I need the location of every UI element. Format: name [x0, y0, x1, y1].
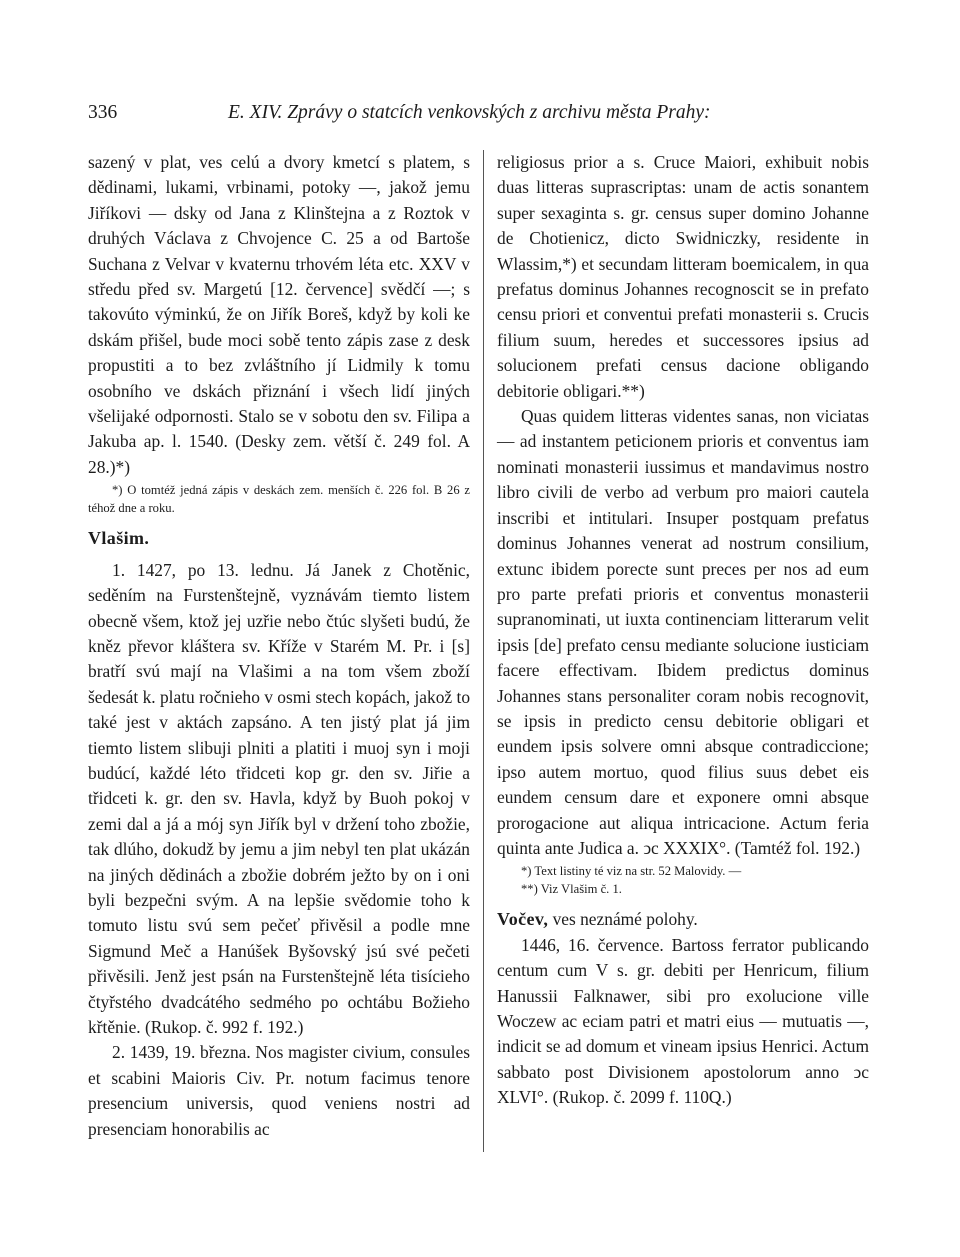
- running-title: E. XIV. Zprávy o statcích venkovských z archivu města Prahy:: [228, 102, 711, 123]
- right-paragraph-3: 1446, 16. července. Bartoss ferrator publicando centum cum V s. gr. debiti per Henricum, filium Hanussii Falknawer, sibi pro exolucione ville Woczew ac eciam patri et matri eius — mutuatis —, indicit se ad domum et vineam ipsius Henrici. Actum sabbato post Divisionem apostolorum anno ↄc XLVI°. (Rukop. č. 2099 f. 110Q.): [497, 934, 869, 1108]
- right-paragraph-1: religiosus prior a s. Cruce Maiori, exhibuit nobis duas litteras suprascriptas: unam de actis sonantem super sexaginta s. gr. census super domino Johanne de Chotienicz, dicto Swidniczky, residente in Wlassim,*) et secundam litteram boemicalem, in qua prefatus dominus Johannes recognoscit se in prefato censu priori et conventui prefati monasterii s. Crucis filium suum, heredes et successores ipsius ad solucionem prefati census dacione obligando debitorie obligari.**): [497, 152, 869, 401]
- left-footnote: *) O tomtéž jedná zápis v deskách zem. menších č. 226 fol. B 26 z téhož dne a roku.: [88, 483, 470, 516]
- right-footnotes: [497, 862, 869, 898]
- column-divider: [483, 150, 484, 1152]
- left-footnote-block: [88, 481, 470, 517]
- section-heading-vlasim: Vlašim.: [88, 528, 150, 549]
- left-paragraph-1: sazený v plat, ves celú a dvory kmetcí s platem, s dědinami, lukami, vrbinami, potoky —, jakož jemu Jiříkovi — dsky od Jana z Klinštejna a z Roztok v druhých Václava z Chvojence C. 25 a od Bartoše Suchana z Velvar v kvaternu trhovém léta etc. XXV v středu před sv. Margetú [12. července] svědčí —; s takovúto výminkú, že on Jiřík Boreš, když by koli ke dskám přišel, bude moci sobě tento zápis zase z desk propustiti a to bez zvláštního jí Lidmily k tomu osobního ve dskách přiznání i všech lidí jiných všelijaké odpornosti. Stalo se v sobotu den sv. Filipa a Jakuba ap. l. 1540. (Desky zem. větší č. 249 fol. A 28.)*): [88, 152, 470, 477]
- left-paragraph-3: 2. 1439, 19. března. Nos magister civium, consules et scabini Maioris Civ. Pr. notum facimus tenore presencium universis, quod veniens nostri ad presenciam honorabilis ac: [88, 1042, 470, 1139]
- right-footnote-2: **) Viz Vlašim č. 1.: [521, 882, 622, 897]
- page-number: 336: [88, 102, 118, 123]
- right-footnote-1: *) Text listiny té viz na str. 52 Malovidy. —: [521, 864, 742, 879]
- page-header: [88, 102, 868, 128]
- right-column: [497, 150, 869, 1111]
- left-column: [88, 150, 470, 1142]
- left-paragraph-2: 1. 1427, po 13. lednu. Já Janek z Chotěnic, seděním na Furstenštejně, vyznávám tiemto listem obecně všem, ktož jej uzřie nebo čtúc slyšeti budú, že kněz převor kláštera sv. Kříže v Starém M. Pr. i [s] bratří svú mají na Vlašimi a na tom všem zboží šedesát k. platu ročnieho v osmi stech kopách, jakož to také jest v aktách zapsáno. A ten jistý plat já jim tiemto listem slibuji plniti a platiti i muoj syn i moji budúcí, každé léto třidceti kop gr. den sv. Jiřie a třidceti k. gr. den sv. Havla, když by Buoh pokoj v zemi dal a já a mój syn Jiřík byl v držení toho zbožie, tak dlúho, dokudž by jemu a jim nebyl ten plat ukázán na jiných dědinách a zbožie dobrém ježto by on i oni byli bezpečni svým. A na lepšie svědomie toho k tomuto listu svú sem pečeť přivěsil a podle mne Sigmund Meč a Hanúšek Byšovský jsú své pečeti přivěsili. Jenž jest psán na Furstenštejně léta tisícieho čtyřstého dvadcátého sedmého po ochtábu Božieho křtěnie. (Rukop. č. 992 f. 192.): [88, 559, 471, 1037]
- section-heading-vocev: [497, 907, 869, 932]
- section-heading-vocev-title: Vočev,: [497, 909, 549, 930]
- right-paragraph-2: Quas quidem litteras videntes sanas, non viciatas — ad instantem peticionem prioris et conventus iam nominati monasterii iussimus et mandavimus nostro libro civili de verbo ad verbum pro maiori cautela inscribi et intitulari. Insuper postquam prefatus dominus Johannes venerat ad nostrum consilium, extunc ibidem porecte sunt preces per nos ad eum pro parte prefati prioris et conventus monasterii supranominati, ut iuxta continenciam litterarum velit ipsis [de] prefato censu mediante solucione iusticiam facere effectivam. Ibidem predictus dominus Johannes stans personaliter coram nobis recognovit, se ipsis in predicto censu debitorie obligari et eundem ipsis solvere omni absque contradiccione; ipso autem mortuo, quod filius suus debet eis eundem censum dare et exponere omni absque prorogacione aut aliqua intricacione. Actum feria quinta ante Judica a. ↄc XXXIX°. (Tamtéž fol. 192.): [497, 406, 869, 858]
- section-heading-vocev-suffix: ves neznámé polohy.: [548, 909, 698, 930]
